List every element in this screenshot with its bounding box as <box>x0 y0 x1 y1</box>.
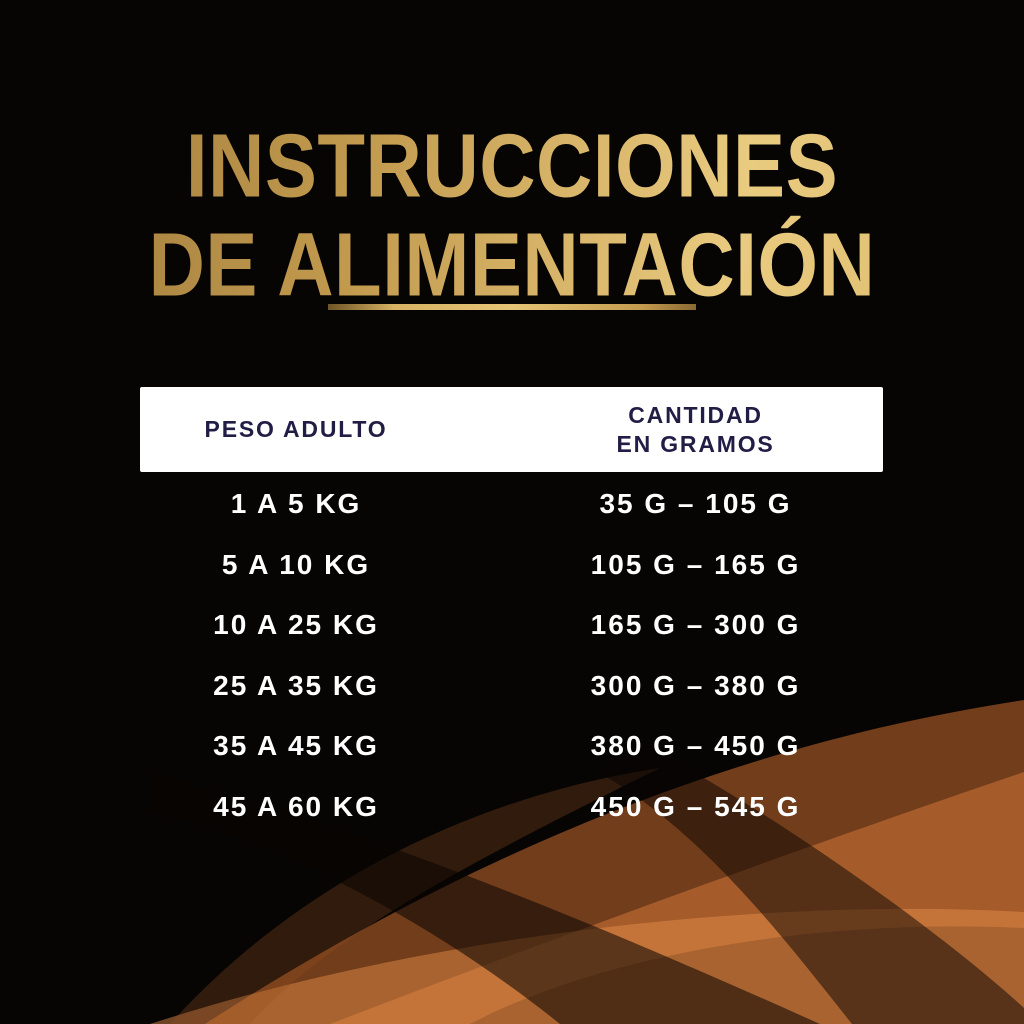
cantidad-cell: 35 G – 105 G <box>599 488 792 520</box>
cantidad-cell: 165 G – 300 G <box>590 609 801 641</box>
peso-cell: 35 A 45 KG <box>213 730 379 762</box>
table-row <box>140 777 883 838</box>
table-row <box>140 656 883 717</box>
header-cantidad <box>452 401 883 459</box>
title-line-2: DE ALIMENTACIÓN <box>148 213 876 315</box>
title-block <box>0 114 1024 315</box>
cantidad-cell: 450 G – 545 G <box>590 790 801 822</box>
cantidad-cell: 300 G – 380 G <box>590 669 801 701</box>
title-line-1: INSTRUCCIONES <box>185 114 839 217</box>
table-header <box>140 387 883 472</box>
table-row <box>140 716 883 777</box>
cantidad-cell: 380 G – 450 G <box>590 730 801 762</box>
cantidad-cell: 105 G – 165 G <box>590 548 801 580</box>
feeding-table <box>140 387 883 837</box>
page-title <box>0 116 1024 314</box>
peso-cell: 5 A 10 KG <box>221 548 371 580</box>
header-peso-adulto: PESO ADULTO <box>204 416 388 442</box>
table-body <box>140 474 883 837</box>
peso-cell: 45 A 60 KG <box>213 790 379 822</box>
peso-cell: 10 A 25 KG <box>213 609 379 641</box>
peso-cell: 1 A 5 KG <box>230 488 362 520</box>
header-cantidad-line1: CANTIDAD <box>628 401 763 428</box>
table-row <box>140 535 883 596</box>
peso-cell: 25 A 35 KG <box>213 669 379 701</box>
table-row <box>140 474 883 535</box>
table-row <box>140 595 883 656</box>
header-cantidad-line2: EN GRAMOS <box>616 430 775 457</box>
